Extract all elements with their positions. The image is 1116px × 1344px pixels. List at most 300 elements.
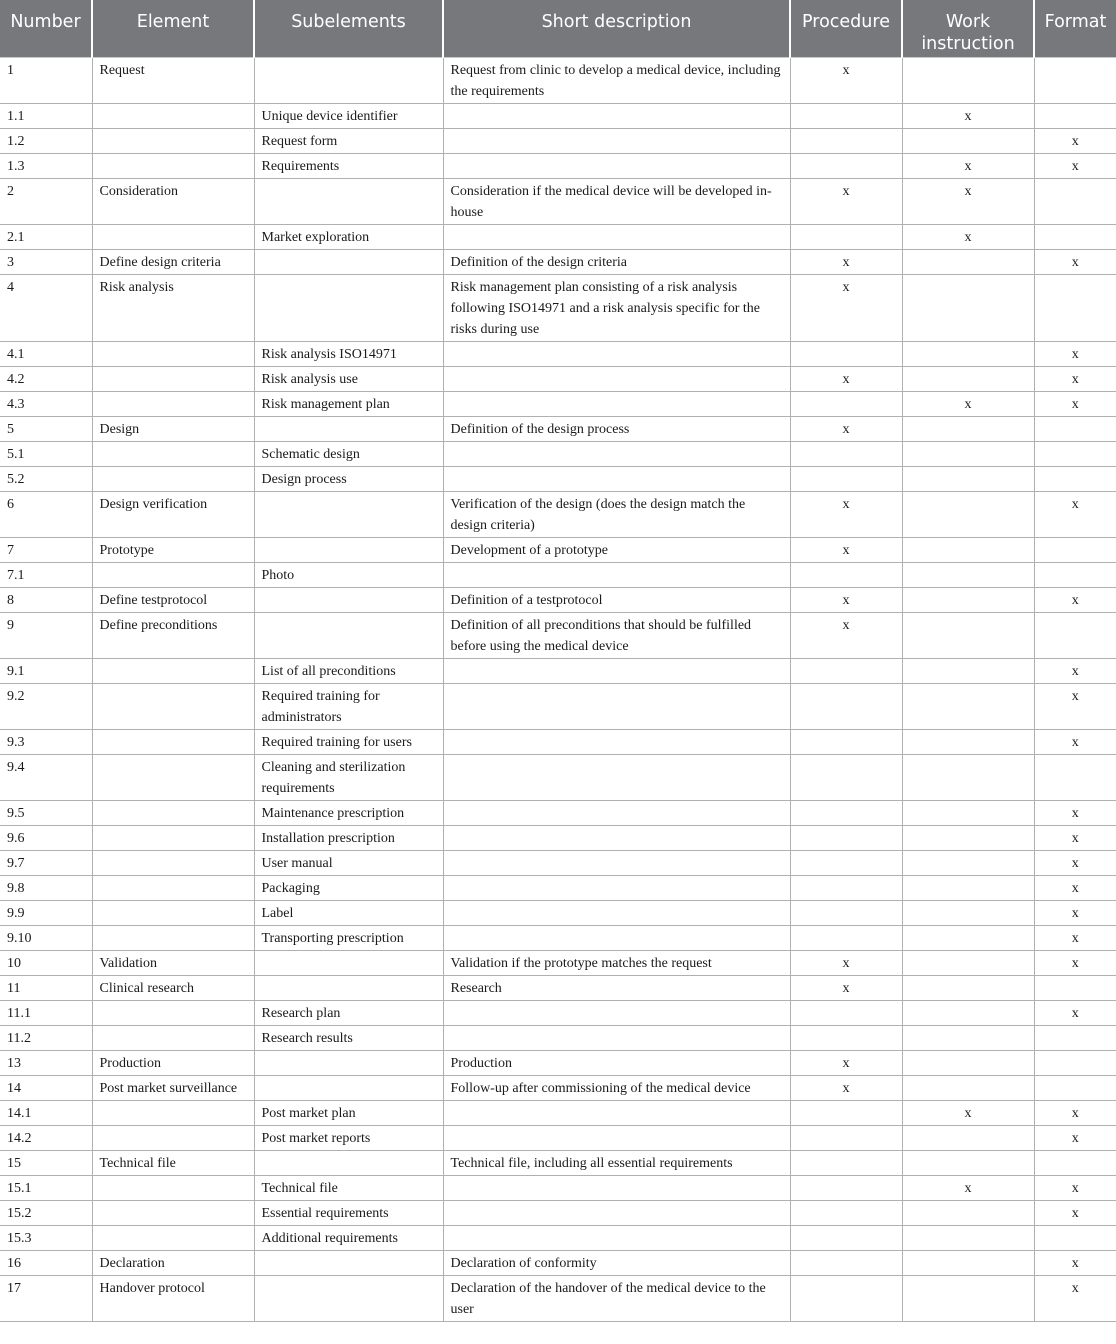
cell-description: Definition of all preconditions that should be fulfilled before using the medical device: [443, 613, 790, 659]
cell-subelement: Post market plan: [254, 1101, 443, 1126]
cell-description: [443, 755, 790, 801]
cell-work-instruction: [902, 613, 1034, 659]
table-row: [0, 613, 1116, 659]
cell-element: [92, 684, 254, 730]
cell-subelement: Risk analysis use: [254, 367, 443, 392]
cell-number: 4.1: [0, 342, 92, 367]
cell-work-instruction: [902, 1026, 1034, 1051]
cell-number: 15.3: [0, 1226, 92, 1251]
cell-format: [1034, 179, 1116, 225]
cell-number: 9.4: [0, 755, 92, 801]
table-row: [0, 851, 1116, 876]
cell-number: 9.8: [0, 876, 92, 901]
cell-description: Request from clinic to develop a medical device, including the requirements: [443, 58, 790, 104]
cell-work-instruction: [902, 876, 1034, 901]
table-row: [0, 275, 1116, 342]
cell-subelement: [254, 1051, 443, 1076]
cell-format: x: [1034, 684, 1116, 730]
cell-number: 9.9: [0, 901, 92, 926]
cell-description: [443, 1226, 790, 1251]
table-row: [0, 801, 1116, 826]
table-row: [0, 1276, 1116, 1322]
cell-format: [1034, 442, 1116, 467]
cell-procedure: [790, 1151, 902, 1176]
cell-description: [443, 801, 790, 826]
cell-number: 1: [0, 58, 92, 104]
cell-subelement: [254, 588, 443, 613]
cell-work-instruction: [902, 58, 1034, 104]
cell-procedure: [790, 1176, 902, 1201]
cell-work-instruction: [902, 926, 1034, 951]
cell-element: [92, 1026, 254, 1051]
cell-number: 1.3: [0, 154, 92, 179]
table-row: [0, 1051, 1116, 1076]
cell-format: [1034, 104, 1116, 129]
cell-number: 9.3: [0, 730, 92, 755]
cell-format: x: [1034, 659, 1116, 684]
cell-format: x: [1034, 588, 1116, 613]
table-row: [0, 684, 1116, 730]
cell-work-instruction: x: [902, 104, 1034, 129]
cell-format: x: [1034, 826, 1116, 851]
cell-work-instruction: [902, 826, 1034, 851]
cell-format: x: [1034, 951, 1116, 976]
cell-number: 10: [0, 951, 92, 976]
cell-element: [92, 442, 254, 467]
table-row: [0, 1126, 1116, 1151]
cell-procedure: [790, 826, 902, 851]
table-row: [0, 1201, 1116, 1226]
cell-number: 17: [0, 1276, 92, 1322]
cell-element: [92, 342, 254, 367]
cell-procedure: x: [790, 58, 902, 104]
cell-subelement: [254, 179, 443, 225]
cell-element: [92, 392, 254, 417]
cell-format: [1034, 1026, 1116, 1051]
cell-element: Design: [92, 417, 254, 442]
cell-number: 2: [0, 179, 92, 225]
cell-element: Risk analysis: [92, 275, 254, 342]
table-row: [0, 1151, 1116, 1176]
table-row: [0, 492, 1116, 538]
table-row: [0, 1226, 1116, 1251]
cell-number: 15.2: [0, 1201, 92, 1226]
cell-work-instruction: [902, 467, 1034, 492]
cell-procedure: [790, 926, 902, 951]
cell-number: 14.1: [0, 1101, 92, 1126]
cell-number: 5.1: [0, 442, 92, 467]
cell-number: 11.1: [0, 1001, 92, 1026]
cell-procedure: [790, 1201, 902, 1226]
cell-element: [92, 563, 254, 588]
cell-procedure: x: [790, 976, 902, 1001]
cell-subelement: Installation prescription: [254, 826, 443, 851]
table-row: [0, 659, 1116, 684]
table-row: [0, 367, 1116, 392]
cell-subelement: Research plan: [254, 1001, 443, 1026]
cell-procedure: [790, 392, 902, 417]
cell-subelement: Label: [254, 901, 443, 926]
cell-format: x: [1034, 901, 1116, 926]
cell-element: [92, 851, 254, 876]
cell-work-instruction: [902, 851, 1034, 876]
cell-number: 6: [0, 492, 92, 538]
table-row: [0, 926, 1116, 951]
cell-element: [92, 876, 254, 901]
cell-subelement: Market exploration: [254, 225, 443, 250]
cell-work-instruction: [902, 1051, 1034, 1076]
cell-description: [443, 442, 790, 467]
table-row: [0, 1251, 1116, 1276]
table-row: [0, 563, 1116, 588]
cell-element: Clinical research: [92, 976, 254, 1001]
cell-work-instruction: [902, 801, 1034, 826]
cell-subelement: Cleaning and sterilization requirements: [254, 755, 443, 801]
cell-format: [1034, 613, 1116, 659]
cell-element: [92, 467, 254, 492]
cell-description: [443, 367, 790, 392]
cell-element: [92, 129, 254, 154]
cell-subelement: Technical file: [254, 1176, 443, 1201]
table-row: [0, 876, 1116, 901]
cell-description: [443, 1176, 790, 1201]
cell-description: Production: [443, 1051, 790, 1076]
cell-format: x: [1034, 154, 1116, 179]
cell-description: Definition of a testprotocol: [443, 588, 790, 613]
cell-procedure: [790, 851, 902, 876]
cell-number: 9.1: [0, 659, 92, 684]
cell-work-instruction: [902, 730, 1034, 755]
cell-work-instruction: [902, 417, 1034, 442]
cell-procedure: x: [790, 1076, 902, 1101]
cell-work-instruction: [902, 275, 1034, 342]
cell-description: Definition of the design criteria: [443, 250, 790, 275]
table-row: [0, 730, 1116, 755]
cell-procedure: [790, 684, 902, 730]
cell-format: [1034, 1076, 1116, 1101]
table-row: [0, 1001, 1116, 1026]
cell-number: 14.2: [0, 1126, 92, 1151]
cell-work-instruction: [902, 976, 1034, 1001]
cell-number: 9: [0, 613, 92, 659]
cell-work-instruction: [902, 1226, 1034, 1251]
cell-subelement: [254, 1251, 443, 1276]
cell-subelement: [254, 1076, 443, 1101]
table-row: [0, 392, 1116, 417]
cell-number: 9.10: [0, 926, 92, 951]
cell-description: [443, 926, 790, 951]
cell-description: [443, 1126, 790, 1151]
cell-subelement: Requirements: [254, 154, 443, 179]
cell-work-instruction: [902, 684, 1034, 730]
cell-description: Development of a prototype: [443, 538, 790, 563]
cell-description: [443, 342, 790, 367]
table-row: [0, 225, 1116, 250]
cell-description: Follow-up after commissioning of the medical device: [443, 1076, 790, 1101]
cell-number: 13: [0, 1051, 92, 1076]
table-row: [0, 154, 1116, 179]
cell-work-instruction: x: [902, 392, 1034, 417]
cell-subelement: Risk analysis ISO14971: [254, 342, 443, 367]
cell-work-instruction: [902, 250, 1034, 275]
cell-number: 8: [0, 588, 92, 613]
cell-subelement: Required training for users: [254, 730, 443, 755]
cell-number: 15: [0, 1151, 92, 1176]
cell-element: Define testprotocol: [92, 588, 254, 613]
cell-procedure: x: [790, 250, 902, 275]
cell-number: 4.3: [0, 392, 92, 417]
cell-element: Post market surveillance: [92, 1076, 254, 1101]
table-row: [0, 1076, 1116, 1101]
cell-subelement: Risk management plan: [254, 392, 443, 417]
cell-subelement: [254, 492, 443, 538]
cell-subelement: List of all preconditions: [254, 659, 443, 684]
cell-procedure: [790, 1276, 902, 1322]
cell-format: [1034, 467, 1116, 492]
header-short-description: Short description: [443, 0, 790, 58]
header-procedure: Procedure: [790, 0, 902, 58]
cell-description: [443, 225, 790, 250]
cell-subelement: [254, 613, 443, 659]
cell-format: x: [1034, 1001, 1116, 1026]
cell-element: [92, 104, 254, 129]
cell-procedure: x: [790, 179, 902, 225]
cell-number: 4.2: [0, 367, 92, 392]
cell-element: Validation: [92, 951, 254, 976]
cell-format: [1034, 976, 1116, 1001]
cell-number: 5: [0, 417, 92, 442]
header-element: Element: [92, 0, 254, 58]
table-row: [0, 342, 1116, 367]
cell-element: Declaration: [92, 1251, 254, 1276]
cell-work-instruction: [902, 1251, 1034, 1276]
cell-format: x: [1034, 1176, 1116, 1201]
cell-number: 11: [0, 976, 92, 1001]
cell-element: [92, 730, 254, 755]
cell-format: x: [1034, 1126, 1116, 1151]
cell-procedure: x: [790, 367, 902, 392]
cell-procedure: [790, 1251, 902, 1276]
cell-work-instruction: [902, 367, 1034, 392]
cell-subelement: Research results: [254, 1026, 443, 1051]
header-number: Number: [0, 0, 92, 58]
cell-subelement: [254, 538, 443, 563]
cell-format: x: [1034, 1101, 1116, 1126]
cell-format: [1034, 1226, 1116, 1251]
cell-number: 9.5: [0, 801, 92, 826]
cell-subelement: Design process: [254, 467, 443, 492]
table-row: [0, 417, 1116, 442]
cell-procedure: [790, 154, 902, 179]
table-row: [0, 179, 1116, 225]
cell-description: [443, 1201, 790, 1226]
cell-number: 11.2: [0, 1026, 92, 1051]
cell-format: x: [1034, 342, 1116, 367]
cell-format: x: [1034, 730, 1116, 755]
cell-format: x: [1034, 1251, 1116, 1276]
cell-format: [1034, 538, 1116, 563]
cell-element: [92, 801, 254, 826]
cell-element: [92, 755, 254, 801]
cell-element: Define design criteria: [92, 250, 254, 275]
cell-subelement: Request form: [254, 129, 443, 154]
cell-procedure: [790, 1101, 902, 1126]
cell-work-instruction: x: [902, 1101, 1034, 1126]
table-row: [0, 951, 1116, 976]
cell-format: x: [1034, 129, 1116, 154]
cell-description: [443, 1026, 790, 1051]
cell-format: [1034, 563, 1116, 588]
cell-format: x: [1034, 1276, 1116, 1322]
cell-work-instruction: x: [902, 225, 1034, 250]
cell-number: 4: [0, 275, 92, 342]
cell-description: Risk management plan consisting of a risk analysis following ISO14971 and a risk analysis specific for the risks during use: [443, 275, 790, 342]
cell-format: [1034, 225, 1116, 250]
cell-work-instruction: [902, 755, 1034, 801]
cell-format: x: [1034, 876, 1116, 901]
cell-element: Request: [92, 58, 254, 104]
cell-element: [92, 1201, 254, 1226]
table-row: [0, 1026, 1116, 1051]
cell-number: 9.6: [0, 826, 92, 851]
cell-description: [443, 392, 790, 417]
cell-work-instruction: [902, 1201, 1034, 1226]
cell-work-instruction: [902, 1076, 1034, 1101]
cell-subelement: Required training for administrators: [254, 684, 443, 730]
cell-number: 7: [0, 538, 92, 563]
cell-work-instruction: [902, 588, 1034, 613]
cell-format: [1034, 58, 1116, 104]
cell-work-instruction: [902, 901, 1034, 926]
cell-procedure: x: [790, 492, 902, 538]
cell-procedure: x: [790, 417, 902, 442]
cell-procedure: [790, 225, 902, 250]
cell-number: 1.2: [0, 129, 92, 154]
cell-format: [1034, 1051, 1116, 1076]
cell-procedure: x: [790, 613, 902, 659]
cell-procedure: [790, 1001, 902, 1026]
cell-procedure: x: [790, 538, 902, 563]
cell-procedure: [790, 442, 902, 467]
cell-work-instruction: [902, 129, 1034, 154]
cell-element: [92, 901, 254, 926]
cell-element: Design verification: [92, 492, 254, 538]
cell-format: x: [1034, 1201, 1116, 1226]
cell-work-instruction: [902, 951, 1034, 976]
cell-element: [92, 1101, 254, 1126]
cell-procedure: [790, 901, 902, 926]
cell-description: [443, 851, 790, 876]
cell-format: x: [1034, 801, 1116, 826]
cell-work-instruction: [902, 442, 1034, 467]
cell-description: [443, 1101, 790, 1126]
cell-description: [443, 1001, 790, 1026]
cell-number: 9.7: [0, 851, 92, 876]
table-row: [0, 588, 1116, 613]
cell-subelement: Schematic design: [254, 442, 443, 467]
cell-work-instruction: [902, 563, 1034, 588]
cell-procedure: [790, 801, 902, 826]
cell-work-instruction: [902, 1151, 1034, 1176]
cell-format: x: [1034, 492, 1116, 538]
cell-number: 3: [0, 250, 92, 275]
cell-element: [92, 1001, 254, 1026]
cell-description: Research: [443, 976, 790, 1001]
cell-format: x: [1034, 851, 1116, 876]
cell-number: 9.2: [0, 684, 92, 730]
cell-number: 15.1: [0, 1176, 92, 1201]
header-format: Format: [1034, 0, 1116, 58]
cell-subelement: Packaging: [254, 876, 443, 901]
cell-work-instruction: x: [902, 1176, 1034, 1201]
cell-description: Validation if the prototype matches the request: [443, 951, 790, 976]
cell-element: [92, 659, 254, 684]
cell-procedure: [790, 563, 902, 588]
cell-subelement: Essential requirements: [254, 1201, 443, 1226]
cell-procedure: [790, 876, 902, 901]
cell-element: [92, 1226, 254, 1251]
cell-subelement: Transporting prescription: [254, 926, 443, 951]
cell-element: [92, 1126, 254, 1151]
cell-element: Handover protocol: [92, 1276, 254, 1322]
cell-work-instruction: x: [902, 154, 1034, 179]
cell-procedure: [790, 104, 902, 129]
cell-subelement: [254, 275, 443, 342]
header-work-instruction: Work instruction: [902, 0, 1034, 58]
table-row: [0, 442, 1116, 467]
cell-work-instruction: [902, 342, 1034, 367]
table-row: [0, 538, 1116, 563]
cell-element: [92, 1176, 254, 1201]
cell-procedure: x: [790, 1051, 902, 1076]
cell-work-instruction: [902, 1126, 1034, 1151]
cell-work-instruction: [902, 1001, 1034, 1026]
cell-element: Prototype: [92, 538, 254, 563]
cell-element: [92, 367, 254, 392]
cell-number: 1.1: [0, 104, 92, 129]
table-body: [0, 58, 1116, 1322]
cell-subelement: [254, 1276, 443, 1322]
cell-subelement: [254, 250, 443, 275]
cell-description: Consideration if the medical device will be developed in-house: [443, 179, 790, 225]
table-header-row: [0, 0, 1116, 58]
cell-procedure: [790, 1026, 902, 1051]
table-row: [0, 901, 1116, 926]
cell-work-instruction: [902, 1276, 1034, 1322]
cell-format: [1034, 417, 1116, 442]
table-row: [0, 129, 1116, 154]
cell-work-instruction: [902, 492, 1034, 538]
cell-description: [443, 129, 790, 154]
cell-subelement: Unique device identifier: [254, 104, 443, 129]
cell-procedure: [790, 342, 902, 367]
cell-element: [92, 225, 254, 250]
cell-format: x: [1034, 250, 1116, 275]
cell-description: [443, 659, 790, 684]
cell-procedure: x: [790, 275, 902, 342]
cell-description: Definition of the design process: [443, 417, 790, 442]
cell-format: x: [1034, 367, 1116, 392]
table-row: [0, 826, 1116, 851]
cell-work-instruction: [902, 538, 1034, 563]
cell-subelement: [254, 951, 443, 976]
table-row: [0, 1101, 1116, 1126]
cell-description: Technical file, including all essential requirements: [443, 1151, 790, 1176]
cell-subelement: [254, 1151, 443, 1176]
cell-description: [443, 154, 790, 179]
cell-number: 16: [0, 1251, 92, 1276]
cell-description: [443, 876, 790, 901]
